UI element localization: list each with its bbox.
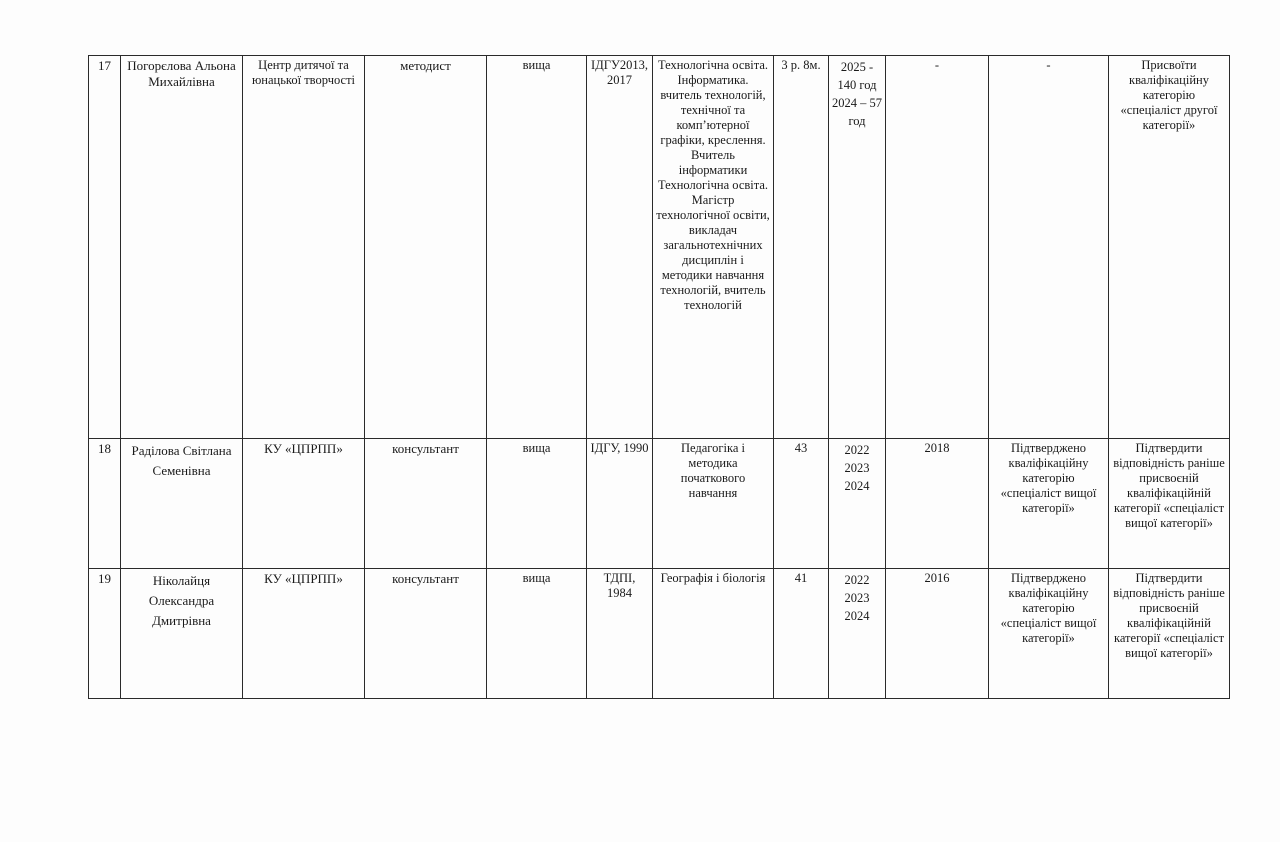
experience: 43 <box>774 439 829 569</box>
experience: 41 <box>774 569 829 699</box>
position: методист <box>365 56 487 439</box>
experience: 3 р. 8м. <box>774 56 829 439</box>
table-row <box>89 439 1230 569</box>
previous-attestation-year: 2018 <box>886 439 989 569</box>
institution: КУ «ЦПРПП» <box>243 439 365 569</box>
institution: КУ «ЦПРПП» <box>243 569 365 699</box>
university-year: ІДГУ2013, 2017 <box>587 56 653 439</box>
position: консультант <box>365 569 487 699</box>
specialty: Географія і біологія <box>653 569 774 699</box>
institution: Центр дитячої та юнацької творчості <box>243 56 365 439</box>
row-number: 17 <box>89 56 121 439</box>
row-number: 19 <box>89 569 121 699</box>
education-level: вища <box>487 56 587 439</box>
course-entry: 2024 <box>844 479 870 493</box>
university-year: ТДПІ, 1984 <box>587 569 653 699</box>
row-number: 18 <box>89 439 121 569</box>
table-row <box>89 56 1230 439</box>
employee-name: Ніколайця Олександра Дмитрівна <box>121 569 243 699</box>
table-row <box>89 569 1230 699</box>
previous-attestation-result: Підтверджено кваліфікаційну категорію «спеціаліст вищої категорії» <box>989 439 1109 569</box>
course-entry: 2023 <box>844 591 870 605</box>
course-entry: 2024 <box>844 609 870 623</box>
specialty: Технологічна освіта. Інформатика. вчитель технологій, технічної та комп’ютерної графіки, креслення. Вчитель інформатики Технологічна освіта. Магістр технологічної освіти, викладач загальнотехнічних дисциплін і методики навчання технологій, вчитель технологій <box>653 56 774 439</box>
education-level: вища <box>487 569 587 699</box>
education-level: вища <box>487 439 587 569</box>
employee-name: Раділова Світлана Семенівна <box>121 439 243 569</box>
employee-name: Погорєлова Альона Михайлівна <box>121 56 243 439</box>
courses-years <box>829 569 886 699</box>
course-entry: 2022 <box>844 573 870 587</box>
commission-decision: Підтвердити відповідність раніше присвоєній кваліфікаційній категорії «спеціаліст вищої категорії» <box>1109 569 1230 699</box>
previous-attestation-year: - <box>886 56 989 439</box>
course-entry: 2023 <box>844 461 870 475</box>
commission-decision: Присвоїти кваліфікаційну категорію «спеціаліст другої категорії» <box>1109 56 1230 439</box>
commission-decision: Підтвердити відповідність раніше присвоєній кваліфікаційній категорії «спеціаліст вищої категорії» <box>1109 439 1230 569</box>
course-entry: 2024 – 57 год <box>832 96 882 128</box>
attestation-table <box>88 55 1230 699</box>
courses-years <box>829 439 886 569</box>
specialty: Педагогіка і методика початкового навчання <box>653 439 774 569</box>
course-entry: 2022 <box>844 443 870 457</box>
position: консультант <box>365 439 487 569</box>
previous-attestation-year: 2016 <box>886 569 989 699</box>
previous-attestation-result: Підтверджено кваліфікаційну категорію «спеціаліст вищої категорії» <box>989 569 1109 699</box>
university-year: ІДГУ, 1990 <box>587 439 653 569</box>
courses-years <box>829 56 886 439</box>
course-entry: 2025 - 140 год <box>837 60 877 92</box>
previous-attestation-result: - <box>989 56 1109 439</box>
